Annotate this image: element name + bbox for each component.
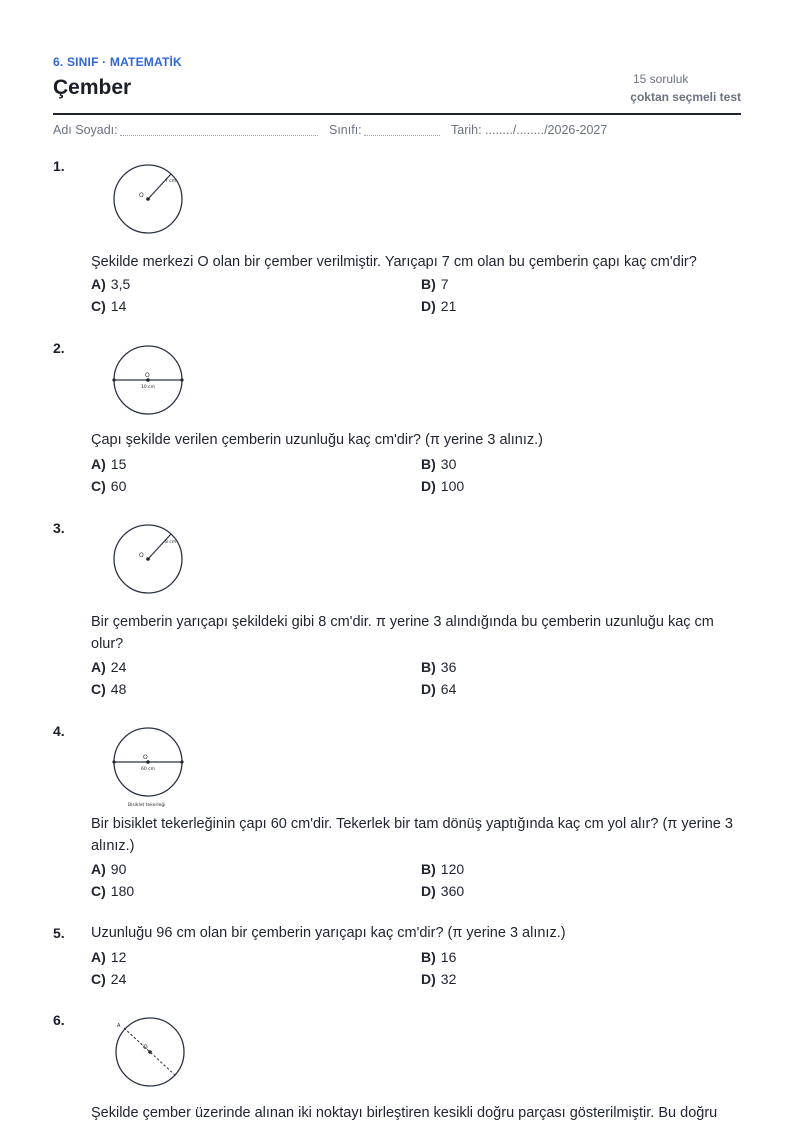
option-letter: B) [421,276,436,292]
center-point [146,197,150,201]
radius-line [148,534,171,559]
question-text: Bir çemberin yarıçapı şekildeki gibi 8 cm'dir. π yerine 3 alındığında bu çemberin uzunluğu kaç cm olur? [91,614,714,652]
question-text: Bir bisiklet tekerleğinin çapı 60 cm'dir. Tekerlek bir tam dönüş yaptığında kaç cm yol alır? (π yerine 3 alınız.) [91,816,733,854]
option-value: 360 [440,883,465,899]
option-value: 15 [110,456,127,472]
question-number: 1. [53,158,65,174]
option-b[interactable] [421,276,449,292]
question-number: 4. [53,723,65,739]
option-value: 7 [440,276,449,292]
center-label: O [145,372,150,379]
option-c[interactable] [91,298,126,314]
center-label: O [143,1044,148,1051]
option-letter: B) [421,456,436,472]
option-value: 24 [110,659,127,675]
option-value: 48 [110,681,127,697]
option-letter: D) [421,883,436,899]
option-letter: D) [421,681,436,697]
option-value: 120 [440,861,465,877]
center-label: O [139,552,144,559]
student-info-row [53,123,741,141]
option-d[interactable] [421,478,464,494]
option-letter: A) [91,456,106,472]
option-d[interactable] [421,971,456,987]
option-value: 3,5 [110,276,131,292]
center-label: O [143,754,148,761]
question-text: Şekilde merkezi O olan bir çember verilmiştir. Yarıçapı 7 cm olan bu çemberin çapı kaç cm'dir? [91,254,697,270]
diameter-label: 60 cm [140,767,156,772]
option-b[interactable] [421,949,456,965]
option-letter: B) [421,949,436,965]
circle-figure [111,1014,189,1090]
end-point [112,760,115,763]
option-a[interactable] [91,949,126,965]
question-count: 15 soruluk [633,72,689,86]
name-label: Adı Soyadı: [53,123,118,137]
option-letter: A) [91,276,106,292]
option-value: 180 [110,883,135,899]
question-text: Şekilde çember üzerinde alınan iki noktayı birleştiren kesikli doğru parçası gösterilmiştir. Bu doğru [91,1105,718,1121]
option-letter: C) [91,971,106,987]
option-c[interactable] [91,883,134,899]
worksheet-page [53,0,741,1121]
option-letter: A) [91,861,106,877]
end-point [180,760,183,763]
test-type: çoktan seçmeli test [630,90,741,104]
end-point [112,378,115,381]
date-label: Tarih: ......../......../2026-2027 [451,123,608,137]
option-d[interactable] [421,681,456,697]
option-letter: B) [421,861,436,877]
page-title: Çember [53,76,132,99]
option-d[interactable] [421,298,456,314]
worksheet-header [53,0,741,115]
option-b[interactable] [421,456,456,472]
circle-figure [111,342,187,418]
option-c[interactable] [91,971,126,987]
radius-label: 7 cm [165,179,177,184]
option-d[interactable] [421,883,464,899]
option-b[interactable] [421,659,456,675]
option-c[interactable] [91,478,126,494]
question-number: 3. [53,520,65,536]
option-value: 14 [110,298,127,314]
center-point [148,1050,152,1054]
subject-label: 6. SINIF · MATEMATİK [53,55,182,69]
question-number: 6. [53,1012,65,1028]
circle-figure [111,724,187,810]
end-point [180,378,183,381]
option-b[interactable] [421,861,464,877]
option-value: 30 [440,456,457,472]
figure-caption: Bisiklet tekerleği [128,803,166,808]
option-letter: C) [91,883,106,899]
option-letter: C) [91,298,106,314]
option-a[interactable] [91,659,126,675]
option-value: 60 [110,478,127,494]
option-letter: C) [91,681,106,697]
option-a[interactable] [91,456,126,472]
option-value: 16 [440,949,457,965]
option-value: 64 [440,681,457,697]
circle-figure [111,162,187,238]
option-a[interactable] [91,861,126,877]
option-value: 100 [440,478,465,494]
question-text: Uzunluğu 96 cm olan bir çemberin yarıçapı kaç cm'dir? (π yerine 3 alınız.) [91,925,566,941]
option-letter: D) [421,298,436,314]
option-letter: C) [91,478,106,494]
question-text: Çapı şekilde verilen çemberin uzunluğu kaç cm'dir? (π yerine 3 alınız.) [91,432,543,448]
question-number: 2. [53,340,65,356]
option-letter: B) [421,659,436,675]
center-label: O [139,192,144,199]
point-label: A [117,1023,121,1029]
circle-figure [111,522,187,598]
option-letter: A) [91,659,106,675]
option-a[interactable] [91,276,130,292]
option-value: 24 [110,971,127,987]
question-number: 5. [53,925,65,941]
option-letter: D) [421,971,436,987]
option-value: 90 [110,861,127,877]
class-label: Sınıfı: [329,123,362,137]
option-letter: D) [421,478,436,494]
option-value: 21 [440,298,457,314]
diameter-label: 10 cm [140,385,156,390]
option-value: 36 [440,659,457,675]
radius-label: 8 cm [165,540,177,545]
center-point [146,557,150,561]
option-c[interactable] [91,681,126,697]
name-field[interactable] [120,135,318,136]
option-value: 12 [110,949,127,965]
option-value: 32 [440,971,457,987]
class-field[interactable] [364,135,440,136]
option-letter: A) [91,949,106,965]
radius-line [148,174,171,199]
